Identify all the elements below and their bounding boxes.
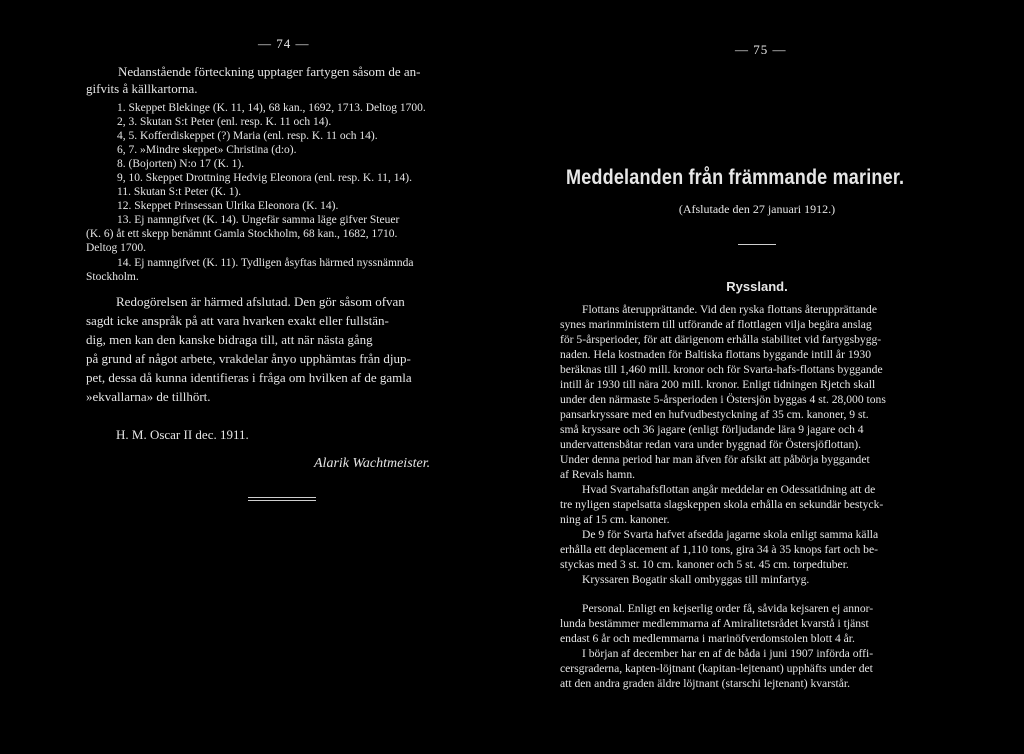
list-item: Stockholm. — [86, 271, 139, 283]
para-line: cersgraderna, kapten-löjtnant (kapitan-lejtenant) upphäfts under det — [560, 662, 873, 675]
summary-line: »ekvallarna» de tillhört. — [86, 389, 211, 404]
signature: Alarik Wachtmeister. — [314, 456, 431, 471]
list-item: 9, 10. Skeppet Drottning Hedvig Eleonora (enl. resp. K. 11, 14). — [117, 172, 413, 184]
para-line: naden. Hela kostnaden för Baltiska flottans byggande intill år 1930 — [560, 348, 872, 361]
para-line: för 5-årsperioder, för att därigenom erhålla stabilitet vid fartygsbygg- — [560, 333, 882, 346]
list-item: 6, 7. »Mindre skeppet» Christina (d:o). — [117, 144, 297, 156]
subheading: (Afslutade den 27 januari 1912.) — [678, 202, 836, 216]
list-item: (K. 6) åt ett skepp benämnt Gamla Stockholm, 68 kan., 1682, 1710. — [86, 228, 398, 240]
para-line: synes marinministern till utförande af flottlagen vilja begära anslag — [560, 318, 872, 331]
para-line: lunda bestämmer medlemmarna af Amiralitetsrådet kvarstå i tjänst — [560, 617, 869, 630]
summary-line: pet, dessa då kunna identifieras i fråga om hvilken af de gamla — [86, 370, 412, 385]
para-line: pansarkryssare med en hufvudbestyckning af 35 cm. kanoner, 9 st. — [560, 408, 869, 421]
closing-rule — [248, 497, 316, 498]
para-line: styckas med 3 st. 10 cm. kanoner och 5 st. 45 cm. torpedtuber. — [560, 558, 849, 571]
list-item: 8. (Bojorten) N:o 17 (K. 1). — [117, 158, 245, 170]
list-item: 4, 5. Kofferdiskeppet (?) Maria (enl. resp. K. 11 och 14). — [117, 130, 378, 142]
para-line: små kryssare och 36 jagare (enligt förljudande lära 9 jagare och 4 — [560, 423, 864, 436]
list-item: 1. Skeppet Blekinge (K. 11, 14), 68 kan., 1692, 1713. Deltog 1700. — [117, 102, 426, 114]
page-number-right: — 75 — — [735, 42, 787, 57]
para-line: ning af 15 cm. kanoner. — [560, 513, 670, 526]
list-item: 12. Skeppet Prinsessan Ulrika Eleonora (K. 14). — [117, 200, 339, 212]
para-line: undervattensbåtar redan vara under byggnad för Östersjöflottan). — [560, 438, 862, 451]
para-line: endast 6 år och medlemmarna i marinöfverdomstolen blott 4 år. — [560, 632, 855, 645]
summary-line: på grund af något arbete, vrakdelar ånyo upphämtas från djup- — [86, 351, 411, 366]
summary-line: Redogörelsen är härmed afslutad. Den gör såsom ofvan — [116, 294, 405, 309]
para-line: Flottans återupprättande. Vid den ryska flottans återupprättande — [582, 303, 877, 316]
para-line: af Revals hamn. — [560, 468, 636, 481]
para-line: tre nyligen stapelsatta slagskeppen skola erhålla en sekundär bestyck- — [560, 498, 884, 511]
para-line: att den andra graden äldre löjtnant (starschi lejtenant) kvarstår. — [560, 677, 851, 690]
para-line: under den närmaste 5-årsperioden i Östersjön byggas 4 st. 28,000 tons — [560, 393, 886, 406]
para-line: Hvad Svartahafsflottan angår meddelar en Odessatidning att de — [582, 483, 876, 496]
page-number-left: — 74 — — [258, 36, 310, 51]
list-item: 2, 3. Skutan S:t Peter (enl. resp. K. 11 och 14). — [117, 116, 332, 128]
para-line: Kryssaren Bogatir skall ombyggas till minfartyg. — [582, 573, 810, 586]
para-line: erhålla ett deplacement af 1,110 tons, gira 34 à 35 knops fart och be- — [560, 543, 878, 556]
list-item: Deltog 1700. — [86, 242, 147, 254]
para-line: I början af december har en af de båda i juni 1907 införda offi- — [582, 647, 874, 660]
para-line: intill år 1930 till nära 200 mill. kronor. Enligt tidningen Rjetch skall — [560, 378, 876, 391]
summary-line: sagdt icke anspråk på att vara hvarken exakt eller fullstän- — [86, 313, 389, 328]
intro-line: gifvits å källkartorna. — [86, 81, 198, 96]
para-line: De 9 för Svarta hafvet afsedda jagarne skola enligt samma källa — [582, 528, 879, 541]
intro-line: Nedanstående förteckning upptager fartygen såsom de an- — [118, 64, 421, 79]
list-item: 11. Skutan S:t Peter (K. 1). — [117, 186, 242, 198]
closing-rule — [248, 500, 316, 501]
country-heading: Ryssland. — [726, 279, 788, 294]
heading-rule — [738, 244, 776, 245]
list-item: 14. Ej namngifvet (K. 11). Tydligen åsyftas härmed nyssnämnda — [117, 257, 414, 269]
summary-line: dig, men kan den kanske bidraga till, att när nästa gång — [86, 332, 373, 347]
para-line: Personal. Enligt en kejserlig order få, såvida kejsaren ej annor- — [582, 602, 874, 615]
list-item: 13. Ej namngifvet (K. 14). Ungefär samma läge gifver Steuer — [117, 214, 400, 226]
date-line: H. M. Oscar II dec. 1911. — [116, 427, 249, 442]
section-heading: Meddelanden från främmande mariner. — [566, 166, 905, 189]
para-line: Under denna period har man äfven för afsikt att påbörja byggandet — [560, 453, 870, 466]
left-page — [0, 0, 510, 754]
para-line: beräknas till 1,460 mill. kronor och för Svarta-hafs-flottans byggande — [560, 363, 883, 376]
